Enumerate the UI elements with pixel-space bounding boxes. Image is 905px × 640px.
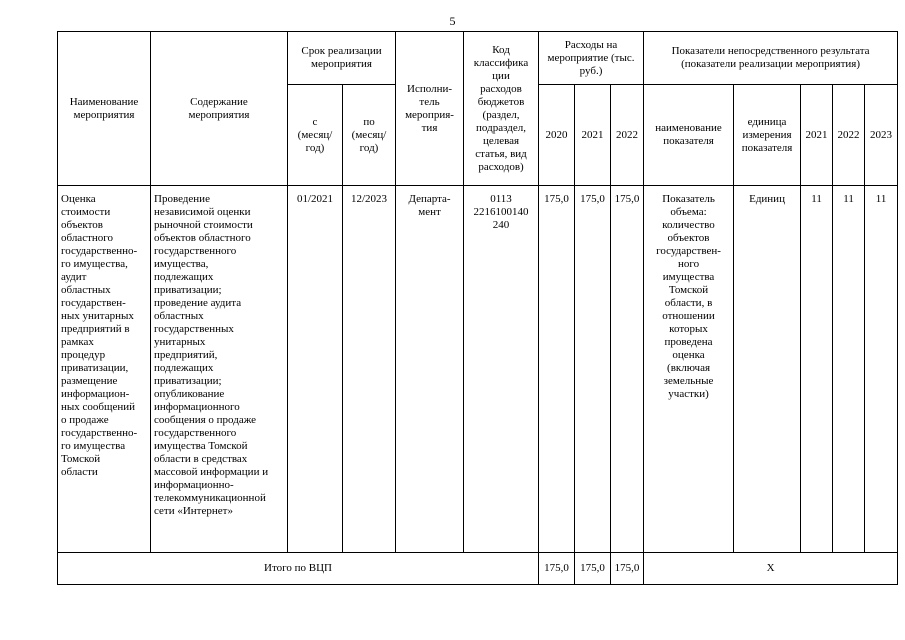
header-indicator-unit: единица измерения показателя [734, 85, 801, 186]
cell-activity-content: Проведение независимой оценки рыночной стоимости объектов областного государственного имущества, подлежащих приватизации; проведение аудита областных государственных унитарных предприятий, подлежащих приватизации; опубликование информационного сообщения о продаже государственного имущества Томской области в средствах массовой информации и информационно- телекоммуникационной сети «Интернет» [151, 186, 288, 553]
header-indicator-year-2021: 2021 [801, 85, 833, 186]
program-activities-table [57, 31, 898, 585]
cell-indicator-unit: Единиц [734, 186, 801, 553]
header-term-to: по (месяц/ год) [343, 85, 396, 186]
header-activity-name: Наименование мероприятия [58, 32, 151, 186]
header-indicator-name: наименование показателя [644, 85, 734, 186]
cell-expense-2022: 175,0 [611, 186, 644, 553]
cell-expense-2020: 175,0 [539, 186, 575, 553]
cell-indicator-2021: 11 [801, 186, 833, 553]
header-activity-content: Содержание мероприятия [151, 32, 288, 186]
header-executor: Исполни- тель мероприя- тия [396, 32, 464, 186]
header-expense-year-2021: 2021 [575, 85, 611, 186]
cell-indicator-2022: 11 [833, 186, 865, 553]
header-expenses: Расходы на мероприятие (тыс. руб.) [539, 32, 644, 85]
cell-indicator-name: Показатель объема: количество объектов государствен- ного имущества Томской области, в отношении которых проведена оценка (включая земельные участки) [644, 186, 734, 553]
header-result-indicators: Показатели непосредственного результата (показатели реализации мероприятия) [644, 32, 898, 85]
header-indicator-year-2022: 2022 [833, 85, 865, 186]
header-expense-year-2020: 2020 [539, 85, 575, 186]
table-row [58, 186, 898, 553]
header-indicator-year-2023: 2023 [865, 85, 898, 186]
total-indicators-mark: Х [644, 553, 898, 585]
header-expense-year-2022: 2022 [611, 85, 644, 186]
cell-budget-code: 0113 2216100140 240 [464, 186, 539, 553]
total-row [58, 553, 898, 585]
header-budget-code: Код классифика ции расходов бюджетов (раздел, подраздел, целевая статья, вид расходов) [464, 32, 539, 186]
total-expense-2020: 175,0 [539, 553, 575, 585]
cell-term-from: 01/2021 [288, 186, 343, 553]
total-expense-2022: 175,0 [611, 553, 644, 585]
cell-term-to: 12/2023 [343, 186, 396, 553]
cell-activity-name: Оценка стоимости объектов областного государственно- го имущества, аудит областных государствен- ных унитарных предприятий в рамках процедур приватизации, размещение информацион- ных сообщений о продаже государственно- го имущества Томской области [58, 186, 151, 553]
page-number: 5 [449, 14, 456, 28]
header-implementation-term: Срок реализации мероприятия [288, 32, 396, 85]
cell-executor: Департа- мент [396, 186, 464, 553]
cell-expense-2021: 175,0 [575, 186, 611, 553]
header-row-1 [58, 32, 898, 85]
cell-indicator-2023: 11 [865, 186, 898, 553]
header-term-from: с (месяц/ год) [288, 85, 343, 186]
total-label: Итого по ВЦП [58, 553, 539, 585]
total-expense-2021: 175,0 [575, 553, 611, 585]
